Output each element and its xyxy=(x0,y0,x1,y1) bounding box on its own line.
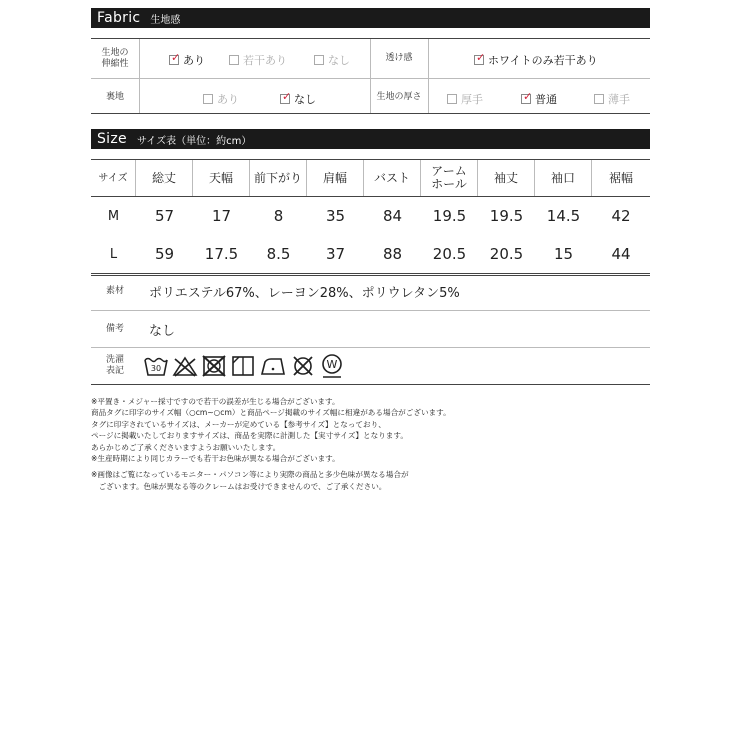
size-cell: 35 xyxy=(325,206,346,225)
info-table xyxy=(91,273,650,385)
table-row xyxy=(91,235,650,273)
hand-wash-30-icon xyxy=(143,354,169,378)
checkbox-checked-icon: ✓ xyxy=(171,51,181,64)
wet-clean-icon xyxy=(319,353,345,379)
size-table xyxy=(91,159,650,276)
care-row xyxy=(91,348,650,385)
note-line: あらかじめご了承くださいますようお願いいたします。 xyxy=(91,442,281,452)
note-line: 商品タグに印字のサイズ幅（○cm~○cm）と商品ページ掲載のサイズ幅に相違がある場合がございます。 xyxy=(91,408,451,418)
size-header-cell: サイズ xyxy=(91,160,136,196)
material-value: ポリエステル67%、レーヨン28%、ポリウレタン5% xyxy=(149,286,460,301)
iron-low-icon xyxy=(259,354,287,378)
lining-option-yes: あり xyxy=(203,91,239,107)
size-header-en: Size xyxy=(97,131,127,147)
size-header-jp: サイズ表（単位：約cm） xyxy=(136,135,252,147)
size-cell: 42 xyxy=(611,206,631,225)
notes xyxy=(91,396,650,492)
sheer-option-white-slight: ✓ ホワイトのみ若干あり xyxy=(476,51,598,67)
checkbox-empty-icon xyxy=(229,55,239,65)
material-label: 素材 xyxy=(105,286,124,296)
size-cell: 20.5 xyxy=(489,244,524,263)
size-header-cell: 袖丈 xyxy=(478,160,535,196)
size-cell: M xyxy=(107,208,120,224)
no-bleach-icon xyxy=(172,354,198,378)
size-cell: 88 xyxy=(382,244,403,263)
size-cell: 57 xyxy=(154,206,175,225)
remarks-value: なし xyxy=(149,323,176,339)
note-line: ございます。色味が異なる等のクレームはお受けできませんので、ご了承ください。 xyxy=(91,481,387,491)
line-dry-shade-icon xyxy=(230,354,256,378)
size-cell: 20.5 xyxy=(432,244,467,263)
care-label: 洗濯 表記 xyxy=(105,355,124,376)
stretch-option-slight: 若干あり xyxy=(229,52,287,68)
lining-option-none: ✓ なし xyxy=(282,90,316,106)
no-tumble-dry-icon xyxy=(201,354,227,378)
note-line: ※画像はご覧になっているモニター・パソコン等により実際の商品と多少色味が異なる場合が xyxy=(91,470,409,480)
size-cell: 84 xyxy=(382,206,403,225)
svg-text:30: 30 xyxy=(150,364,162,373)
thickness-label: 生地の厚さ xyxy=(376,91,422,102)
size-header-cell: 天幅 xyxy=(193,160,250,196)
size-cell: 8.5 xyxy=(266,244,291,263)
size-header-cell: 肩幅 xyxy=(307,160,364,196)
size-cell: 17 xyxy=(211,206,232,225)
size-cell: L xyxy=(109,246,118,262)
remarks-row xyxy=(91,311,650,348)
lining-label: 裏地 xyxy=(105,91,124,102)
fabric-section-header xyxy=(91,8,650,28)
stretch-option-yes: ✓ あり xyxy=(171,51,205,67)
size-header-cell: 前下がり xyxy=(250,160,307,196)
size-table-header-row xyxy=(91,160,650,197)
svg-text:W: W xyxy=(326,358,338,371)
fabric-header-en: Fabric xyxy=(97,10,141,26)
size-cell: 59 xyxy=(154,244,175,263)
checkbox-empty-icon xyxy=(314,55,324,65)
size-header-cell: 裾幅 xyxy=(608,170,633,185)
size-header-cell: 袖口 xyxy=(535,160,592,196)
size-cell: 44 xyxy=(611,244,631,263)
size-cell: 19.5 xyxy=(432,206,467,225)
checkbox-checked-icon: ✓ xyxy=(476,51,486,64)
checkbox-checked-icon: ✓ xyxy=(523,90,533,103)
no-dry-clean-icon xyxy=(290,354,316,378)
material-row xyxy=(91,273,650,311)
size-header-cell: アーム ホール xyxy=(421,160,478,196)
size-cell: 37 xyxy=(325,244,346,263)
size-header-cell: 総丈 xyxy=(136,160,193,196)
size-cell: 8 xyxy=(273,206,284,225)
checkbox-empty-icon xyxy=(594,94,604,104)
checkbox-empty-icon xyxy=(203,94,213,104)
care-icons xyxy=(139,348,650,384)
size-cell: 15 xyxy=(553,244,574,263)
table-row xyxy=(91,197,650,235)
size-section-header xyxy=(91,129,650,149)
note-line: ページに掲載いたしておりますサイズは、商品を実際に計測した【実寸サイズ】となります。 xyxy=(91,431,408,441)
thickness-option-thin: 薄手 xyxy=(594,91,630,107)
size-cell: 19.5 xyxy=(489,206,524,225)
fabric-table xyxy=(91,38,650,114)
size-header-cell: バスト xyxy=(364,160,421,196)
stretch-option-none: なし xyxy=(314,52,350,68)
remarks-label: 備考 xyxy=(105,323,124,334)
thickness-option-thick: 厚手 xyxy=(447,91,483,107)
sheer-label: 透け感 xyxy=(385,53,413,63)
stretch-label: 生地の 伸縮性 xyxy=(101,47,129,69)
checkbox-empty-icon xyxy=(447,94,457,104)
thickness-option-normal: ✓ 普通 xyxy=(523,90,557,106)
fabric-header-jp: 生地感 xyxy=(150,14,181,26)
note-line: タグに印字されているサイズは、メーカーが定めている【参考サイズ】となっており、 xyxy=(91,419,386,429)
checkbox-checked-icon: ✓ xyxy=(282,90,292,103)
size-cell: 14.5 xyxy=(546,206,581,225)
note-line: ※生産時期により同じカラーでも若干お色味が異なる場合がございます。 xyxy=(91,454,340,464)
size-cell: 17.5 xyxy=(204,244,239,263)
note-line: ※平置き・メジャー採寸ですので若干の誤差が生じる場合がございます。 xyxy=(91,397,340,406)
